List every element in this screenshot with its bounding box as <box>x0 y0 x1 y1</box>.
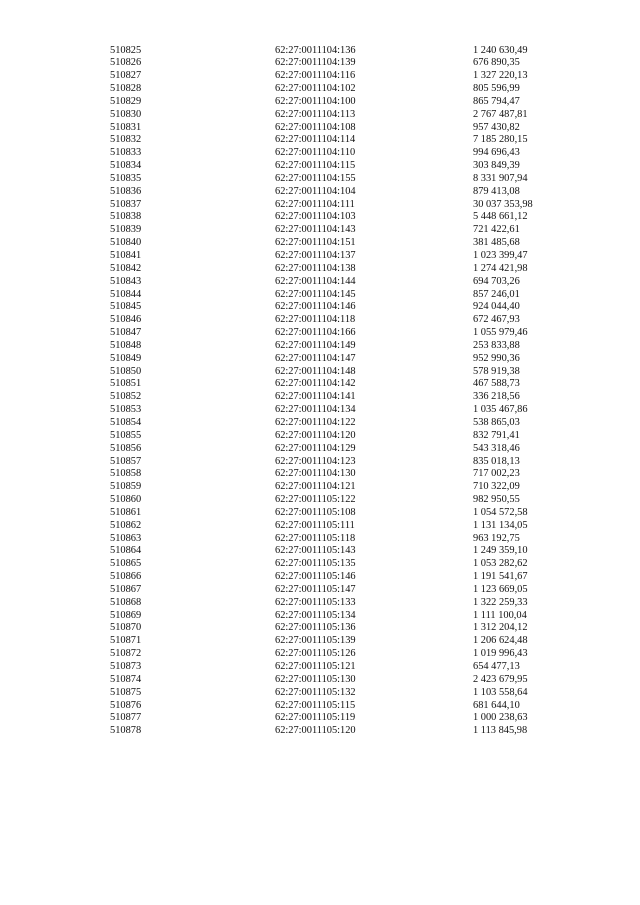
cadastral-number-cell: 62:27:0011105:147 <box>275 583 356 595</box>
table-row <box>110 520 583 533</box>
table-row <box>110 173 583 186</box>
table-row <box>110 186 583 199</box>
cadastral-number-cell: 62:27:0011104:147 <box>275 352 356 364</box>
row-number-cell: 510826 <box>110 57 142 69</box>
cadastral-number-cell: 62:27:0011104:122 <box>275 416 356 428</box>
cadastral-value-cell: 681 644,10 <box>473 699 520 711</box>
cadastral-value-cell: 952 990,36 <box>473 352 520 364</box>
row-number-cell: 510843 <box>110 275 142 287</box>
cadastral-number-cell: 62:27:0011104:100 <box>275 95 356 107</box>
cadastral-value-cell: 8 331 907,94 <box>473 172 528 184</box>
table-row <box>110 327 583 340</box>
row-number-cell: 510835 <box>110 172 142 184</box>
row-number-cell: 510868 <box>110 596 142 608</box>
cadastral-value-cell: 1 249 359,10 <box>473 545 528 557</box>
table-row <box>110 70 583 83</box>
row-number-cell: 510873 <box>110 661 142 672</box>
cadastral-number-cell: 62:27:0011104:121 <box>275 481 356 493</box>
row-number-cell: 510837 <box>110 198 142 210</box>
table-row <box>110 237 583 250</box>
cadastral-number-cell: 62:27:0011104:115 <box>275 160 356 172</box>
row-number-cell: 510878 <box>110 725 142 737</box>
cadastral-number-cell: 62:27:0011104:113 <box>275 108 356 120</box>
table-row <box>110 700 583 713</box>
cadastral-value-cell: 538 865,03 <box>473 416 520 428</box>
cadastral-value-cell: 1 035 467,86 <box>473 404 528 416</box>
table-row <box>110 507 583 520</box>
cadastral-value-cell: 336 218,56 <box>473 391 520 403</box>
cadastral-value-cell: 1 103 558,64 <box>473 686 528 698</box>
row-number-cell: 510876 <box>110 699 142 711</box>
cadastral-value-cell: 994 696,43 <box>473 147 520 159</box>
table-row <box>110 468 583 481</box>
cadastral-number-cell: 62:27:0011104:123 <box>275 455 356 467</box>
row-number-cell: 510856 <box>110 442 142 454</box>
table-row <box>110 456 583 469</box>
row-number-cell: 510838 <box>110 211 142 223</box>
table-row <box>110 122 583 135</box>
cadastral-value-cell: 832 791,41 <box>473 429 520 441</box>
table-row <box>110 83 583 96</box>
cadastral-value-cell: 303 849,39 <box>473 160 520 172</box>
row-number-cell: 510841 <box>110 250 142 261</box>
row-number-cell: 510846 <box>110 314 142 326</box>
cadastral-number-cell: 62:27:0011104:110 <box>275 147 356 159</box>
cadastral-value-cell: 543 318,46 <box>473 442 520 454</box>
row-number-cell: 510847 <box>110 327 142 339</box>
cadastral-number-cell: 62:27:0011104:139 <box>275 57 356 69</box>
row-number-cell: 510874 <box>110 673 142 685</box>
cadastral-value-cell: 1 055 979,46 <box>473 327 528 339</box>
row-number-cell: 510850 <box>110 365 142 377</box>
table-row <box>110 584 583 597</box>
cadastral-number-cell: 62:27:0011104:120 <box>275 429 356 441</box>
table-row <box>110 263 583 276</box>
cadastral-value-cell: 805 596,99 <box>473 83 520 95</box>
table-row <box>110 340 583 353</box>
row-number-cell: 510852 <box>110 391 142 403</box>
row-number-cell: 510864 <box>110 545 142 557</box>
cadastral-value-cell: 1 000 238,63 <box>473 712 528 724</box>
table-row <box>110 199 583 212</box>
row-number-cell: 510859 <box>110 481 142 493</box>
table-row <box>110 314 583 327</box>
row-number-cell: 510828 <box>110 83 142 95</box>
row-number-cell: 510875 <box>110 686 142 698</box>
cadastral-number-cell: 62:27:0011104:142 <box>275 378 356 390</box>
cadastral-value-cell: 1 191 541,67 <box>473 571 528 583</box>
table-row <box>110 494 583 507</box>
row-number-cell: 510853 <box>110 404 142 416</box>
table-row <box>110 558 583 571</box>
cadastral-number-cell: 62:27:0011105:132 <box>275 686 356 698</box>
cadastral-value-cell: 676 890,35 <box>473 57 520 69</box>
table-row <box>110 443 583 456</box>
cadastral-number-cell: 62:27:0011105:121 <box>275 661 356 672</box>
table-row <box>110 481 583 494</box>
cadastral-value-cell: 1 240 630,49 <box>473 44 528 56</box>
table-row <box>110 648 583 661</box>
cadastral-number-cell: 62:27:0011104:116 <box>275 70 356 82</box>
row-number-cell: 510865 <box>110 558 142 570</box>
cadastral-number-cell: 62:27:0011104:104 <box>275 185 356 197</box>
row-number-cell: 510842 <box>110 262 142 274</box>
cadastral-value-cell: 1 206 624,48 <box>473 635 528 647</box>
row-number-cell: 510877 <box>110 712 142 724</box>
table-body <box>110 45 583 739</box>
cadastral-number-cell: 62:27:0011105:115 <box>275 699 356 711</box>
cadastral-number-cell: 62:27:0011104:134 <box>275 404 356 416</box>
row-number-cell: 510860 <box>110 494 142 506</box>
cadastral-value-cell: 1 053 282,62 <box>473 558 528 570</box>
row-number-cell: 510866 <box>110 571 142 583</box>
cadastral-number-cell: 62:27:0011104:151 <box>275 237 356 249</box>
cadastral-value-cell: 1 131 134,05 <box>473 519 528 531</box>
row-number-cell: 510825 <box>110 44 142 56</box>
cadastral-number-cell: 62:27:0011104:102 <box>275 83 356 95</box>
cadastral-number-cell: 62:27:0011104:145 <box>275 288 356 300</box>
row-number-cell: 510840 <box>110 237 142 249</box>
cadastral-number-cell: 62:27:0011105:108 <box>275 506 356 518</box>
cadastral-number-cell: 62:27:0011104:137 <box>275 250 356 261</box>
row-number-cell: 510849 <box>110 352 142 364</box>
row-number-cell: 510851 <box>110 378 142 390</box>
table-row <box>110 635 583 648</box>
table-row <box>110 353 583 366</box>
cadastral-number-cell: 62:27:0011105:139 <box>275 635 356 647</box>
table-row <box>110 250 583 263</box>
row-number-cell: 510857 <box>110 455 142 467</box>
row-number-cell: 510861 <box>110 506 142 518</box>
row-number-cell: 510855 <box>110 429 142 441</box>
cadastral-number-cell: 62:27:0011105:135 <box>275 558 356 570</box>
cadastral-value-cell: 2 767 487,81 <box>473 108 528 120</box>
cadastral-number-cell: 62:27:0011105:146 <box>275 571 356 583</box>
cadastral-value-cell: 717 002,23 <box>473 468 520 480</box>
cadastral-number-cell: 62:27:0011104:155 <box>275 172 356 184</box>
row-number-cell: 510871 <box>110 635 142 647</box>
row-number-cell: 510833 <box>110 147 142 159</box>
cadastral-value-cell: 1 274 421,98 <box>473 262 528 274</box>
cadastral-number-cell: 62:27:0011104:136 <box>275 44 356 56</box>
table-row <box>110 96 583 109</box>
row-number-cell: 510830 <box>110 108 142 120</box>
cadastral-number-cell: 62:27:0011104:130 <box>275 468 356 480</box>
cadastral-value-cell: 1 113 845,98 <box>473 725 528 737</box>
table-row <box>110 147 583 160</box>
cadastral-value-cell: 7 185 280,15 <box>473 134 528 146</box>
cadastral-value-cell: 5 448 661,12 <box>473 211 528 223</box>
cadastral-value-cell: 865 794,47 <box>473 95 520 107</box>
cadastral-value-cell: 694 703,26 <box>473 275 520 287</box>
cadastral-number-cell: 62:27:0011105:134 <box>275 609 356 621</box>
row-number-cell: 510836 <box>110 185 142 197</box>
cadastral-number-cell: 62:27:0011105:122 <box>275 494 356 506</box>
cadastral-value-cell: 1 123 669,05 <box>473 583 528 595</box>
table-row <box>110 57 583 70</box>
cadastral-value-cell: 672 467,93 <box>473 314 520 326</box>
table-row <box>110 687 583 700</box>
table-row <box>110 610 583 623</box>
row-number-cell: 510869 <box>110 609 142 621</box>
cadastral-value-cell: 721 422,61 <box>473 224 520 236</box>
cadastral-value-cell: 1 023 399,47 <box>473 250 528 261</box>
cadastral-number-cell: 62:27:0011104:144 <box>275 275 356 287</box>
row-number-cell: 510831 <box>110 121 142 133</box>
table-row <box>110 597 583 610</box>
table-row <box>110 391 583 404</box>
cadastral-number-cell: 62:27:0011105:143 <box>275 545 356 557</box>
cadastral-value-cell: 982 950,55 <box>473 494 520 506</box>
cadastral-number-cell: 62:27:0011104:138 <box>275 262 356 274</box>
cadastral-value-cell: 710 322,09 <box>473 481 520 493</box>
cadastral-value-cell: 253 833,88 <box>473 339 520 351</box>
cadastral-number-cell: 62:27:0011104:103 <box>275 211 356 223</box>
cadastral-number-cell: 62:27:0011105:133 <box>275 596 356 608</box>
cadastral-value-cell: 963 192,75 <box>473 532 520 544</box>
table-row <box>110 725 583 738</box>
cadastral-number-cell: 62:27:0011104:118 <box>275 314 356 326</box>
table-row <box>110 366 583 379</box>
row-number-cell: 510832 <box>110 134 142 146</box>
cadastral-value-cell: 1 327 220,13 <box>473 70 528 82</box>
row-number-cell: 510845 <box>110 301 142 313</box>
cadastral-number-cell: 62:27:0011104:111 <box>275 198 355 210</box>
cadastral-number-cell: 62:27:0011104:143 <box>275 224 356 236</box>
table-row <box>110 134 583 147</box>
cadastral-number-cell: 62:27:0011105:119 <box>275 712 356 724</box>
cadastral-number-cell: 62:27:0011105:111 <box>275 519 355 531</box>
table-row <box>110 571 583 584</box>
row-number-cell: 510863 <box>110 532 142 544</box>
table-row <box>110 160 583 173</box>
table-row <box>110 378 583 391</box>
cadastral-value-cell: 2 423 679,95 <box>473 673 528 685</box>
table-row <box>110 45 583 58</box>
cadastral-number-cell: 62:27:0011104:146 <box>275 301 356 313</box>
cadastral-value-cell: 1 019 996,43 <box>473 648 528 660</box>
cadastral-number-cell: 62:27:0011104:141 <box>275 391 356 403</box>
cadastral-number-cell: 62:27:0011105:136 <box>275 622 356 634</box>
cadastral-number-cell: 62:27:0011104:114 <box>275 134 356 146</box>
table-row <box>110 224 583 237</box>
cadastral-number-cell: 62:27:0011104:129 <box>275 442 356 454</box>
table-row <box>110 674 583 687</box>
cadastral-value-cell: 924 044,40 <box>473 301 520 313</box>
table-row <box>110 661 583 674</box>
table-row <box>110 622 583 635</box>
cadastral-number-cell: 62:27:0011105:120 <box>275 725 356 737</box>
table-row <box>110 545 583 558</box>
cadastral-value-cell: 467 588,73 <box>473 378 520 390</box>
cadastral-number-cell: 62:27:0011105:130 <box>275 673 356 685</box>
cadastral-number-cell: 62:27:0011104:149 <box>275 339 356 351</box>
row-number-cell: 510870 <box>110 622 142 634</box>
cadastral-value-cell: 1 312 204,12 <box>473 622 528 634</box>
cadastral-value-cell: 381 485,68 <box>473 237 520 249</box>
table-row <box>110 211 583 224</box>
table-row <box>110 301 583 314</box>
cadastral-number-cell: 62:27:0011104:166 <box>275 327 356 339</box>
cadastral-number-cell: 62:27:0011105:126 <box>275 648 356 660</box>
cadastral-value-cell: 30 037 353,98 <box>473 198 533 210</box>
table-row <box>110 533 583 546</box>
cadastral-value-cell: 578 919,38 <box>473 365 520 377</box>
table-row <box>110 404 583 417</box>
cadastral-value-table <box>110 45 583 739</box>
cadastral-value-cell: 654 477,13 <box>473 661 520 672</box>
row-number-cell: 510872 <box>110 648 142 660</box>
row-number-cell: 510829 <box>110 95 142 107</box>
cadastral-number-cell: 62:27:0011105:118 <box>275 532 356 544</box>
table-row <box>110 712 583 725</box>
table-row <box>110 109 583 122</box>
row-number-cell: 510827 <box>110 70 142 82</box>
cadastral-value-cell: 1 111 100,04 <box>473 609 527 621</box>
cadastral-value-cell: 835 018,13 <box>473 455 520 467</box>
row-number-cell: 510862 <box>110 519 142 531</box>
table-row <box>110 417 583 430</box>
row-number-cell: 510848 <box>110 339 142 351</box>
row-number-cell: 510844 <box>110 288 142 300</box>
row-number-cell: 510839 <box>110 224 142 236</box>
table-row <box>110 430 583 443</box>
cadastral-value-cell: 879 413,08 <box>473 185 520 197</box>
table-row <box>110 289 583 302</box>
cadastral-value-cell: 957 430,82 <box>473 121 520 133</box>
cadastral-value-cell: 1 054 572,58 <box>473 506 528 518</box>
row-number-cell: 510867 <box>110 583 142 595</box>
row-number-cell: 510834 <box>110 160 142 172</box>
table-row <box>110 276 583 289</box>
row-number-cell: 510854 <box>110 416 142 428</box>
cadastral-number-cell: 62:27:0011104:108 <box>275 121 356 133</box>
cadastral-number-cell: 62:27:0011104:148 <box>275 365 356 377</box>
row-number-cell: 510858 <box>110 468 142 480</box>
cadastral-value-cell: 1 322 259,33 <box>473 596 528 608</box>
cadastral-value-cell: 857 246,01 <box>473 288 520 300</box>
